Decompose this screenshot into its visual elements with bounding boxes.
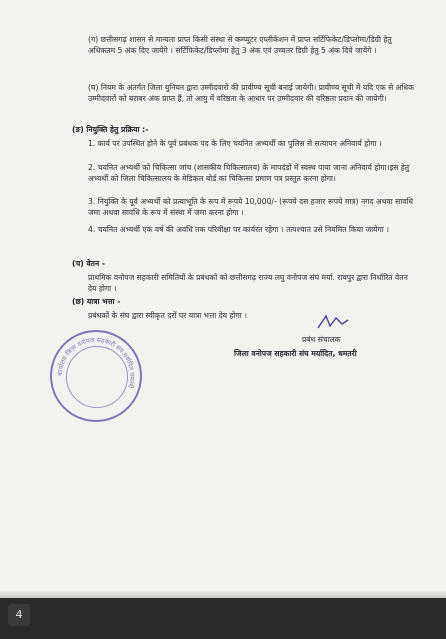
clause-gha [88, 82, 418, 104]
section-salary-heading-text: (च) वेतन - [72, 259, 105, 268]
clause-ga-text: (ग) छत्तीसगढ़ शासन से मान्यता प्राप्त किसी संस्था से कम्प्यूटर एप्लीकेशन में प्राप्त सर्टिफिकेट/डिप्लोमा/डिग्री हेतु अधिकतम 5 अंक दिए जायेंगे । सर्टिफिकेट/डिप्लोमा हेतु 3 अंक एवं उच्चतर डिग्री हेतु 5 अंक दिये जायेंगे । [88, 35, 392, 55]
office-seal-stamp [50, 330, 142, 422]
signature-office-block [234, 348, 434, 359]
seal-inner-ring [66, 346, 128, 408]
appointment-item-3 [88, 196, 414, 218]
page-number-badge: 4 [8, 604, 30, 626]
section-salary-heading [72, 258, 272, 269]
signature-title-block [302, 334, 422, 345]
signature-title: प्रबंध संचालक [302, 335, 341, 344]
clause-ga [88, 34, 418, 56]
section-appointment-heading [72, 124, 372, 135]
appointment-item-4-text: 4. चयनित अभ्यर्थी एक वर्ष की अवधि तक परिवीक्षा पर कार्यरत रहेगा । तत्पश्चात उसे नियमित किया जायेगा । [88, 225, 389, 234]
appointment-item-4 [88, 224, 414, 235]
appointment-item-2 [88, 162, 414, 184]
appointment-item-1-text: 1. कार्य पर उपस्थित होने के पूर्व प्रबंधक पद के लिए चयनित अभ्यर्थी का पुलिस से सत्यापन अनिवार्य होगा । [88, 139, 382, 148]
travel-text-block [88, 310, 414, 321]
appointment-item-3-text: 3. नियुक्ति के पूर्व अभ्यर्थी को प्रत्याभूति के रूप में रूपये 10,000/- (रूपये दस हजार रूपये मात्र) नगद अथवा सावधि जमा अथवा सावधि के रूप में संस्था में जमा करना होगा । [88, 197, 414, 217]
salary-text: प्राथमिक वनोपज सहकारी समितियों के प्रबंधकों को छत्तीसगढ़ राज्य लघु वनोपज संघ मर्या. रायपुर द्वारा निर्धारित वेतन देय होगा । [88, 273, 408, 293]
section-appointment-heading-text: (ङ) नियुक्ति हेतु प्रक्रिया :- [72, 125, 149, 134]
appointment-item-1 [88, 138, 414, 149]
salary-text-block [88, 272, 414, 294]
page-edge [0, 590, 446, 598]
signature-office: जिला वनोपज सहकारी संघ मर्यादित, धमतरी [234, 349, 357, 358]
signature-mark [316, 312, 350, 332]
appointment-item-2-text: 2. चयनित अभ्यर्थी को चिकित्सा जांच (शासकीय चिकित्सालय) के मापदंडों में स्वस्थ पाया जाना अनिवार्य होगा।इस हेतु अभ्यर्थी को जिला चिकित्सालय के मेडिकल बोर्ड का चिकित्सा प्रमाण पत्र प्रस्तुत करना होगा। [88, 163, 410, 183]
section-travel-heading-text: (छ) यात्रा भत्ता - [72, 297, 121, 306]
travel-text: प्रबंधकों के संघ द्वारा स्वीकृत दरों पर यात्रा भत्ता देय होगा । [88, 311, 248, 320]
clause-gha-text: (घ) नियम के अंतर्गत जिला युनियन द्वारा उम्मीदवारों की प्रावीण्य सूची बनाई जायेगी। प्रावीण्य सूची में यदि एक से अधिक उम्मीदवारों को बराबर अंक प्राप्त हैं, तो आयु में वरिष्ठता के आधार पर उम्मीदवार की वरिष्ठता प्रदान की जायेगी। [88, 83, 414, 103]
section-travel-heading [72, 296, 272, 307]
svg-text:कार्यालय जिला वनोपज सहकारी संघ: कार्यालय जिला वनोपज सहकारी संघ मर्यादित धमतरी [56, 336, 136, 389]
